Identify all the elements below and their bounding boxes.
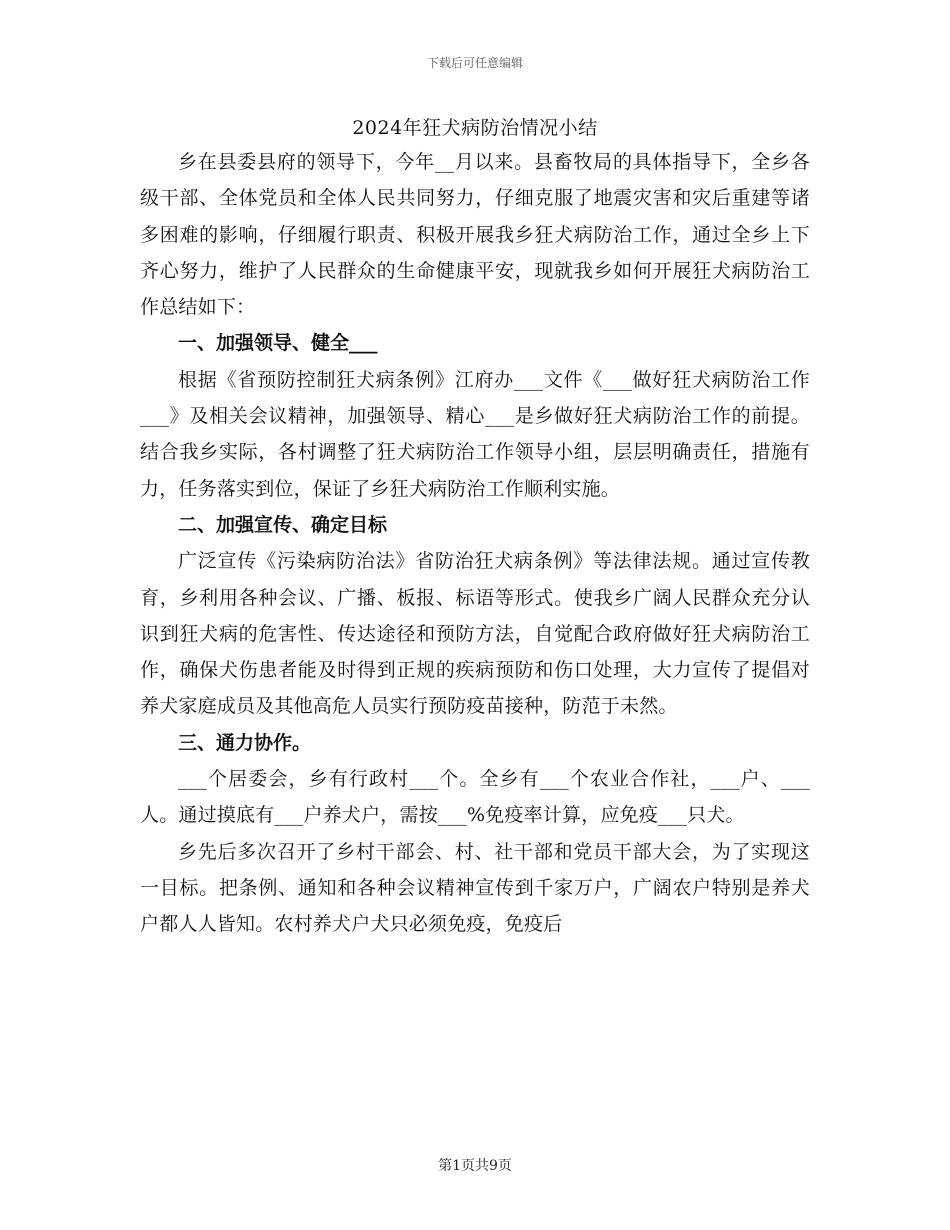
section-2-paragraph-1: 广泛宣传《污染病防治法》省防治狂犬病条例》等法律法规。通过宣传教育，乡利用各种会议、广播、板报、标语等形式。使我乡广阔人民群众充分认识到狂犬病的危害性、传达途径和预防方法，自觉配合政府做好狂犬病防治工作，确保犬伤患者能及时得到正规的疾病预防和伤口处理，大力宣传了提倡对养犬家庭成员及其他高危人员实行预防疫苗接种，防范于未然。 [140, 550, 810, 718]
intro-paragraph: 乡在县委县府的领导下，今年__月以来。县畜牧局的具体指导下，全乡各级干部、全体党员和全体人民共同努力，仔细克服了地震灾害和灾后重建等诸多困难的影响，仔细履行职责、积极开展我乡狂犬病防治工作，通过全乡上下齐心努力，维护了人民群众的生命健康平安，现就我乡如何开展狂犬病防治工作总结如下： [140, 151, 810, 319]
section-3-paragraph-2: 乡先后多次召开了乡村干部会、村、社干部和党员干部大会，为了实现这一目标。把条例、通知和各种会议精神宣传到千家万户，广阔农户特别是养犬户都人人皆知。农村养犬户犬只必须免疫，免疫后 [140, 840, 810, 936]
page-number: 第1页共9页 [438, 1158, 512, 1174]
section-heading-3: 三、通力协作。 [178, 731, 312, 754]
section-3-paragraph-1: ___个居委会，乡有行政村___个。全乡有___个农业合作社，___户、___人。通过摸底有___户养犬户，需按___%免疫率计算，应免疫___只犬。 [140, 768, 810, 827]
section-heading-2: 二、加强宣传、确定目标 [178, 513, 388, 536]
document-title: 2024年狂犬病防治情况小结 [352, 117, 598, 139]
section-1-paragraph-1: 根据《省预防控制狂犬病条例》江府办___文件《___做好狂犬病防治工作___》及相关会议精神，加强领导、精心___是乡做好狂犬病防治工作的前提。结合我乡实际，各村调整了狂犬病防治工作领导小组，层层明确责任，措施有力，任务落实到位，保证了乡狂犬病防治工作顺利实施。 [140, 368, 810, 500]
page-header: 下载后可任意编辑 [426, 56, 523, 70]
section-heading-1: 一、加强领导、健全___ [178, 332, 378, 355]
document-body [140, 112, 810, 943]
